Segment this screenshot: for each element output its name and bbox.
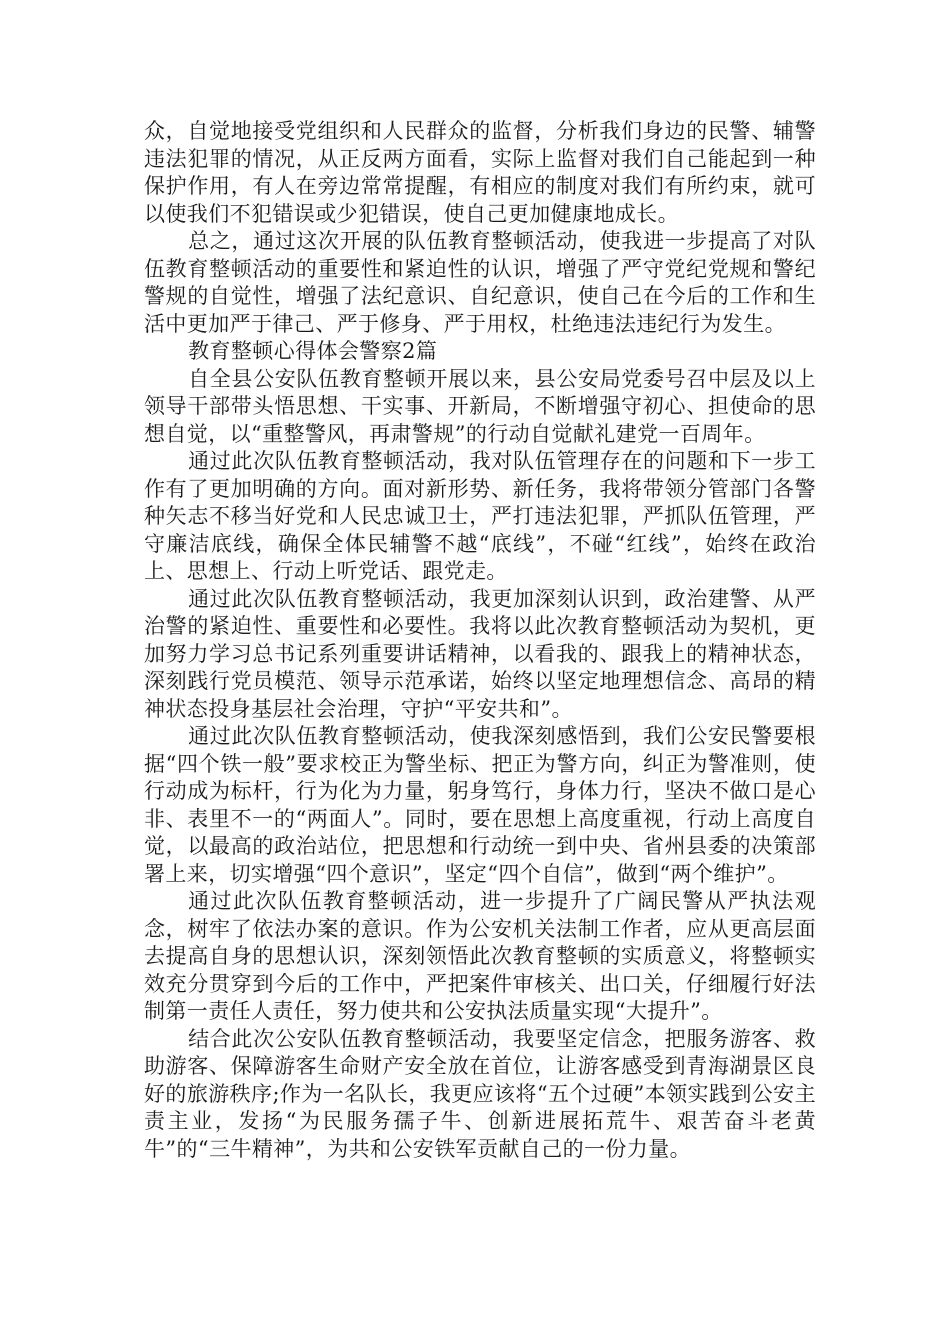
paragraph-tourist-service: 结合此次公安队伍教育整顿活动，我要坚定信念，把服务游客、救助游客、保障游客生命财产安全放在首位，让游客感受到青海湖景区良好的旅游秩序;作为一名队长，我更应该将“五个过硬”本领实践到公安主责主业，发扬“为民服务孺子牛、创新进展拓荒牛、艰苦奋斗老黄牛”的“三牛精神”，为共和公安铁军贡献自己的一份力量。	[144, 1026, 816, 1161]
paragraph-team-management: 通过此次队伍教育整顿活动，我对队伍管理存在的问题和下一步工作有了更加明确的方向。面对新形势、新任务，我将带领分管部门各警种矢志不移当好党和人民忠诚卫士，严打违法犯罪，严抓队伍管理，严守廉洁底线，确保全体民辅警不越“底线”，不碰“红线”，始终在政治上、思想上、行动上听党话、跟党走。	[144, 449, 816, 583]
paragraph-continuation: 众，自觉地接受党组织和人民群众的监督，分析我们身边的民警、辅警违法犯罪的情况，从正反两方面看，实际上监督对我们自己能起到一种保护作用，有人在旁边常常提醒，有相应的制度对我们有所约束，就可以使我们不犯错误或少犯错误，使自己更加健康地成长。	[144, 119, 816, 226]
paragraph-summary: 总之，通过这次开展的队伍教育整顿活动，使我进一步提高了对队伍教育整顿活动的重要性和紧迫性的认识，增强了严守党纪党规和警纪警规的自觉性，增强了法纪意识、自纪意识，使自己在今后的工作和生活中更加严于律己、严于修身、严于用权，杜绝违法违纪行为发生。	[144, 229, 816, 336]
paragraph-political-building: 通过此次队伍教育整顿活动，我更加深刻认识到，政治建警、从严治警的紧迫性、重要性和必要性。我将以此次教育整顿活动为契机，更加努力学习总书记系列重要讲话精神，以看我的、跟我上的精神状态，深刻践行党员模范、领导示范承诺，始终以坚定地理想信念、高昂的精神状态投身基层社会治理，守护“平安共和”。	[144, 586, 816, 721]
document-page	[144, 118, 816, 1163]
paragraph-four-iron: 通过此次队伍教育整顿活动，使我深刻感悟到，我们公安民警要根据“四个铁一般”要求校正为警坐标、把正为警方向，纠正为警准则，使行动成为标杆，行为化为力量，躬身笃行，身体力行，坚决不做口是心非、表里不一的“两面人”。同时，要在思想上高度重视，行动上高度自觉，以最高的政治站位，把思想和行动统一到中央、省州县委的决策部署上来，切实增强“四个意识”，坚定“四个自信”，做到“两个维护”。	[144, 724, 816, 886]
paragraph-law-enforcement: 通过此次队伍教育整顿活动，进一步提升了广阔民警从严执法观念，树牢了依法办案的意识。作为公安机关法制工作者，应从更高层面去提高自身的思想认识，深刻领悟此次教育整顿的实质意义，将整顿实效充分贯穿到今后的工作中，严把案件审核关、出口关，仔细履行好法制第一责任人责任，努力使共和公安执法质量实现“大提升”。	[144, 889, 816, 1023]
section-heading: 教育整顿心得体会警察2篇	[188, 339, 438, 363]
paragraph-intro: 自全县公安队伍教育整顿开展以来，县公安局党委号召中层及以上领导干部带头悟思想、干实事、开新局，不断增强守初心、担使命的思想自觉，以“重整警风，再肃警规”的行动自觉献礼建党一百周年。	[144, 366, 816, 446]
